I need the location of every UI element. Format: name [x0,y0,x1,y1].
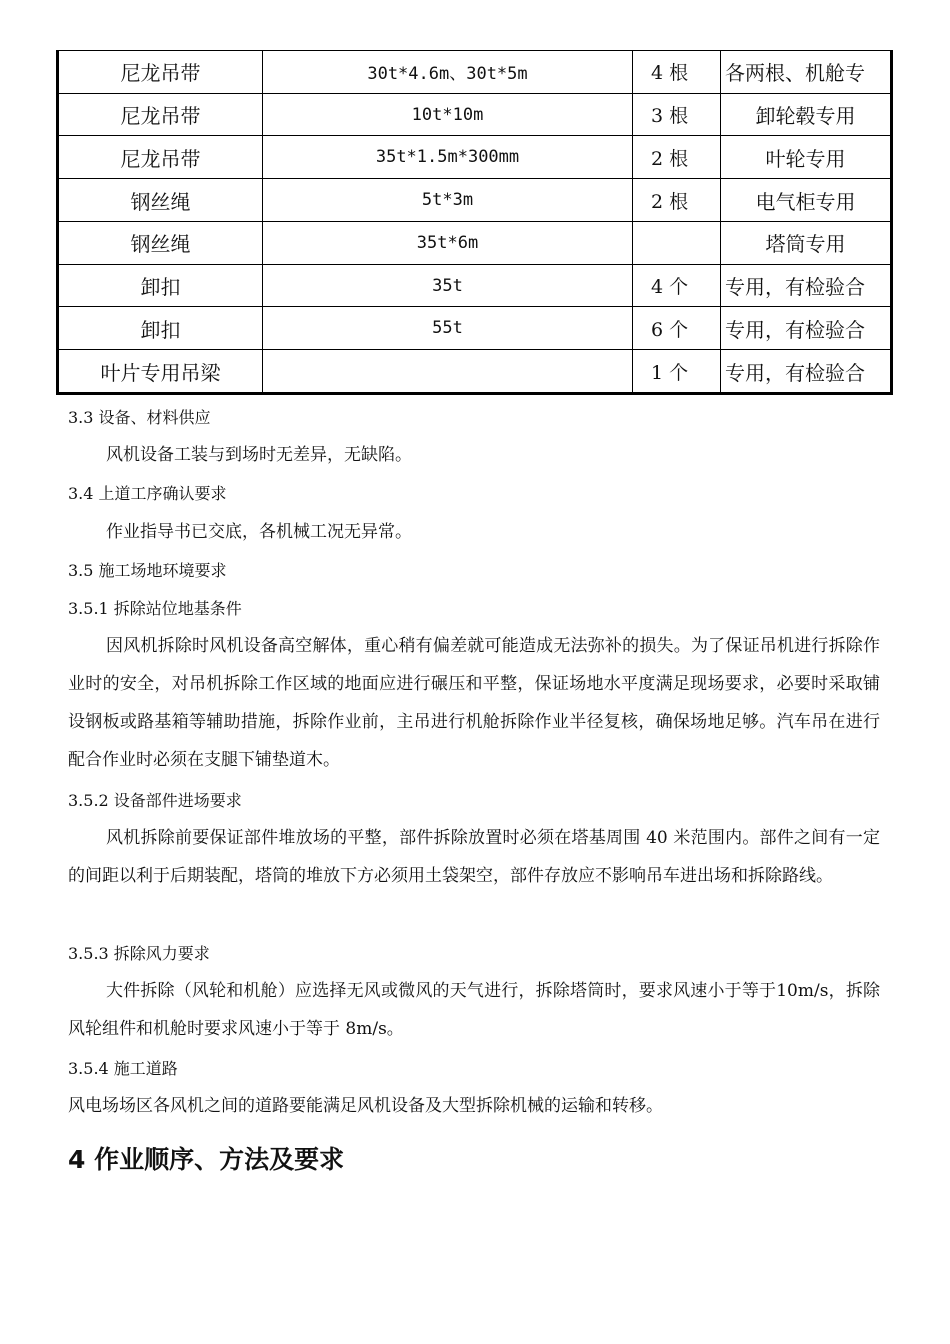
table-row [58,93,892,136]
item-qty [633,221,721,264]
item-name: 尼龙吊带 [58,93,263,136]
item-note: 专用，有检验合 [721,264,892,307]
item-spec: 35t*1.5m*300mm [263,136,633,179]
section-4-heading: 4 作业顺序、方法及要求 [68,1145,345,1174]
item-spec: 30t*4.6m、30t*5m [263,51,633,94]
item-qty: 1 个 [633,350,721,394]
item-qty: 4 个 [633,264,721,307]
item-note: 塔筒专用 [721,221,892,264]
table-row [58,51,892,94]
equipment-table [56,50,893,395]
item-note: 各两根、机舱专 [721,51,892,94]
section-3-4-text: 作业指导书已交底，各机械工况无异常。 [106,522,412,542]
item-name: 尼龙吊带 [58,51,263,94]
item-spec: 55t [263,307,633,350]
item-name: 钢丝绳 [58,179,263,222]
item-spec: 35t [263,264,633,307]
item-note: 叶轮专用 [721,136,892,179]
item-qty: 2 根 [633,179,721,222]
item-qty: 6 个 [633,307,721,350]
item-qty: 3 根 [633,93,721,136]
item-name: 卸扣 [58,264,263,307]
section-3-5-1-text: 因风机拆除时风机设备高空解体，重心稍有偏差就可能造成无法弥补的损失。为了保证吊机进行拆除作业时的安全，对吊机拆除工作区域的地面应进行碾压和平整，保证场地水平度满足现场要求，必要时采取铺设钢板或路基箱等辅助措施，拆除作业前，主吊进行机舱拆除作业半径复核，确保场地足够。汽车吊在进行配合作业时必须在支腿下铺垫道木。 [68,636,880,770]
table-row [58,221,892,264]
table-row [58,307,892,350]
item-qty: 4 根 [633,51,721,94]
table-row [58,264,892,307]
table-row [58,350,892,394]
item-note: 电气柜专用 [721,179,892,222]
section-3-5-2-heading: 3.5.2 设备部件进场要求 [68,791,242,810]
section-3-3-heading: 3.3 设备、材料供应 [68,408,211,427]
section-3-5-heading: 3.5 施工场地环境要求 [68,561,227,580]
item-name: 钢丝绳 [58,221,263,264]
item-note: 专用，有检验合 [721,350,892,394]
section-3-4-heading: 3.4 上道工序确认要求 [68,484,227,503]
section-3-5-2-text: 风机拆除前要保证部件堆放场的平整，部件拆除放置时必须在塔基周围 40 米范围内。部件之间有一定的间距以利于后期装配，塔筒的堆放下方必须用土袋架空，部件存放应不影响吊车进出场和拆除路线。 [68,828,880,886]
table-row [58,179,892,222]
item-name: 卸扣 [58,307,263,350]
item-spec: 10t*10m [263,93,633,136]
item-note: 专用，有检验合 [721,307,892,350]
item-note: 卸轮毂专用 [721,93,892,136]
item-spec [263,350,633,394]
item-spec: 5t*3m [263,179,633,222]
section-3-5-4-text: 风电场场区各风机之间的道路要能满足风机设备及大型拆除机械的运输和转移。 [68,1096,663,1116]
section-3-5-3-heading: 3.5.3 拆除风力要求 [68,944,210,963]
item-name: 尼龙吊带 [58,136,263,179]
item-qty: 2 根 [633,136,721,179]
table-row [58,136,892,179]
section-3-5-1-heading: 3.5.1 拆除站位地基条件 [68,599,242,618]
item-spec: 35t*6m [263,221,633,264]
section-3-5-4-heading: 3.5.4 施工道路 [68,1059,178,1078]
section-3-3-text: 风机设备工装与到场时无差异，无缺陷。 [106,445,412,465]
item-name: 叶片专用吊梁 [58,350,263,394]
section-3-5-3-text: 大件拆除（风轮和机舱）应选择无风或微风的天气进行，拆除塔筒时，要求风速小于等于10m/s，拆除风轮组件和机舱时要求风速小于等于 8m/s。 [68,981,880,1039]
